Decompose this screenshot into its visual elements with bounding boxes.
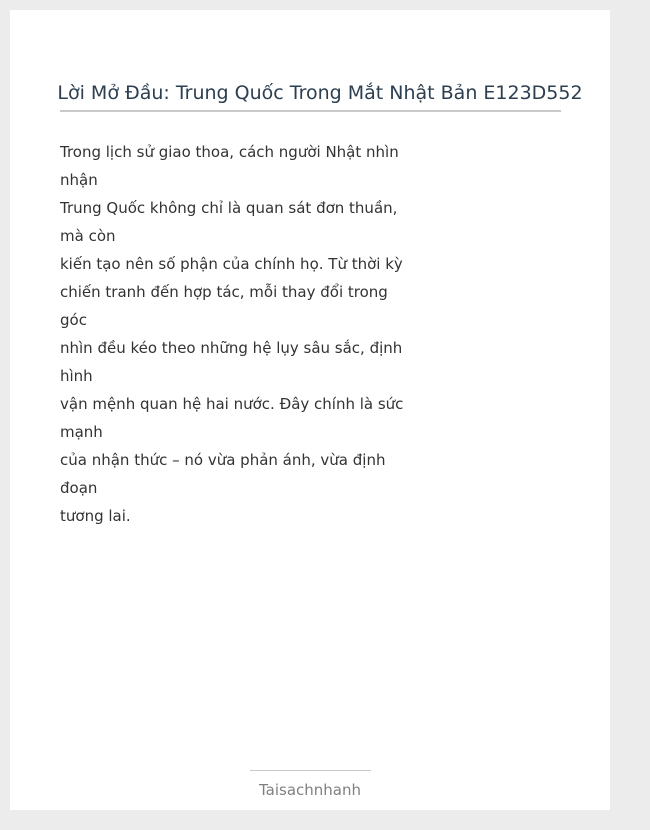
body-line: mạnh — [60, 423, 103, 441]
body-paragraph — [60, 138, 404, 530]
body-line: vận mệnh quan hệ hai nước. Đây chính là sức — [60, 395, 404, 413]
body-line: chiến tranh đến hợp tác, mỗi thay đổi trong — [60, 283, 388, 301]
body-line: nhìn đều kéo theo những hệ lụy sâu sắc, định — [60, 339, 403, 357]
footer-brand: Taisachnhanh — [258, 781, 362, 799]
footer-divider — [250, 770, 371, 771]
body-line: hình — [60, 367, 93, 385]
page-title: Lời Mở Đầu: Trung Quốc Trong Mắt Nhật Bản E123D552 — [57, 82, 583, 104]
body-line: mà còn — [60, 227, 116, 245]
body-line: của nhận thức – nó vừa phản ánh, vừa định — [60, 451, 386, 469]
title-divider — [60, 110, 561, 112]
body-line: Trung Quốc không chỉ là quan sát đơn thuần, — [60, 199, 398, 217]
body-line: kiến tạo nên số phận của chính họ. Từ thời kỳ — [60, 255, 403, 273]
body-line: tương lai. — [60, 507, 131, 525]
body-line: góc — [60, 311, 87, 329]
body-line: đoạn — [60, 479, 98, 497]
body-line: nhận — [60, 171, 98, 189]
body-line: Trong lịch sử giao thoa, cách người Nhật nhìn — [60, 143, 399, 161]
document-page — [10, 10, 610, 810]
